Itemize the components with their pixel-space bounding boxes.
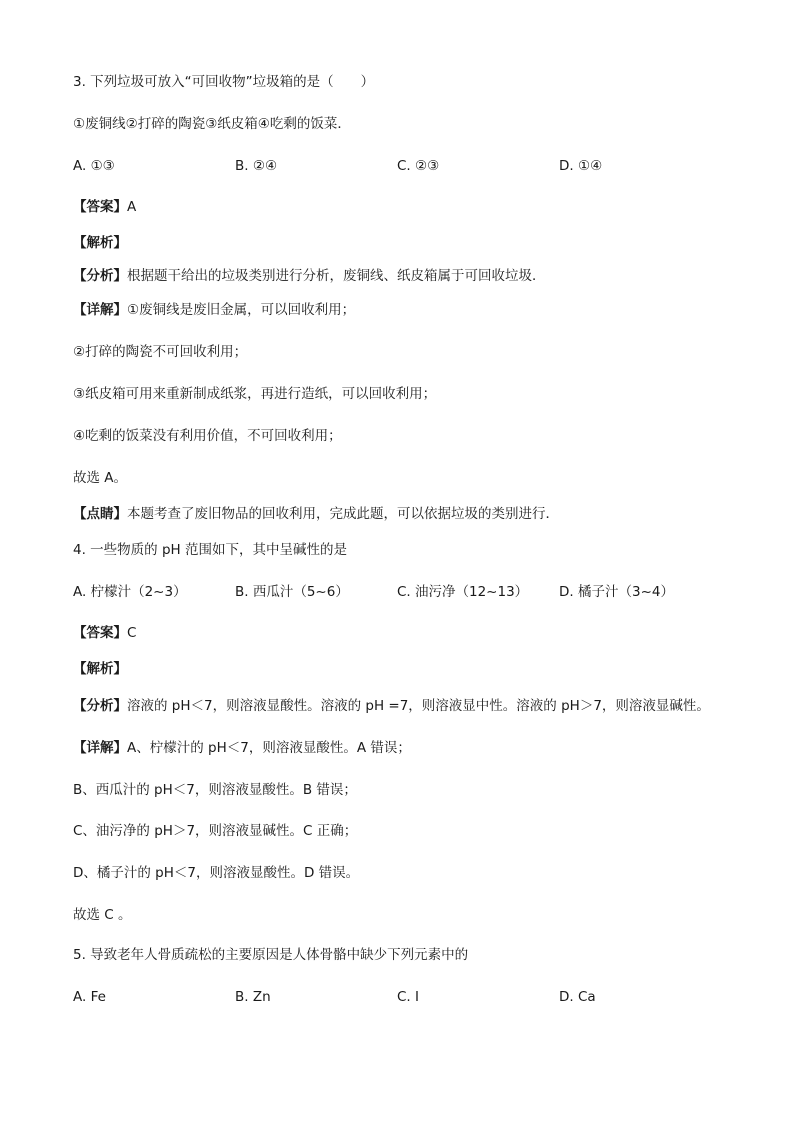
q4-fenxi (73, 696, 710, 716)
dianjing-tag: 【点睛】 (73, 506, 127, 522)
q4-xiangjie (73, 738, 411, 758)
q3-detail-2: ②打碎的陶瓷不可回收利用； (73, 344, 248, 360)
q4-detail-3: C、油污净的 pH＞7，则溶液显碱性。C 正确； (73, 823, 358, 839)
q3-option-b: B. ②④ (235, 158, 278, 174)
q4-option-b: B. 西瓜汁（5~6） (235, 584, 349, 600)
q4-option-d: D. 橘子汁（3~4） (559, 584, 674, 600)
q3-answer (73, 197, 136, 217)
fenxi-tag: 【分析】 (73, 268, 127, 284)
xiangjie-tag: 【详解】 (73, 302, 127, 318)
xiangjie-tag: 【详解】 (73, 740, 127, 756)
q5-option-d: D. Ca (559, 989, 596, 1005)
q5-stem: 5. 导致老年人骨质疏松的主要原因是人体骨骼中缺少下列元素中的 (73, 947, 469, 963)
q5-option-c: C. I (397, 989, 419, 1005)
answer-value: C (127, 625, 137, 641)
q4-conclusion: 故选 C 。 (73, 907, 132, 923)
q5-option-b: B. Zn (235, 989, 271, 1005)
answer-tag: 【答案】 (73, 625, 127, 641)
q3-fenxi (73, 266, 546, 286)
q3-option-a: A. ①③ (73, 158, 115, 174)
fenxi-tag: 【分析】 (73, 698, 127, 714)
q3-analysis-tag: 【解析】 (73, 235, 127, 251)
xiangjie-text: A、柠檬汁的 pH＜7，则溶液显酸性。A 错误； (127, 740, 411, 756)
q5-option-a: A. Fe (73, 989, 106, 1005)
q4-option-c: C. 油污净（12~13） (397, 584, 529, 600)
answer-value: A (127, 199, 137, 215)
q3-items: ①废铜线②打碎的陶瓷③纸皮箱④吃剩的饭菜． (73, 116, 351, 132)
q3-xiangjie (73, 300, 355, 320)
q3-dianjing (73, 504, 559, 524)
q3-stem: 3. 下列垃圾可放入“可回收物”垃圾箱的是（ ） (73, 74, 375, 90)
q4-stem: 4. 一些物质的 pH 范围如下，其中呈碱性的是 (73, 542, 347, 558)
q4-answer (73, 623, 136, 643)
q3-option-c: C. ②③ (397, 158, 440, 174)
fenxi-text: 溶液的 pH＜7，则溶液显酸性。溶液的 pH =7，则溶液显中性。溶液的 pH＞7，则溶液显碱性。 (127, 698, 710, 714)
q3-conclusion: 故选 A。 (73, 470, 128, 486)
q4-detail-4: D、橘子汁的 pH＜7，则溶液显酸性。D 错误。 (73, 865, 360, 881)
q3-detail-3: ③纸皮箱可用来重新制成纸浆，再进行造纸，可以回收利用； (73, 386, 437, 402)
q4-option-a: A. 柠檬汁（2~3） (73, 584, 187, 600)
xiangjie-text: ①废铜线是废旧金属，可以回收利用； (127, 302, 356, 318)
q3-option-d: D. ①④ (559, 158, 603, 174)
q3-detail-4: ④吃剩的饭菜没有利用价值，不可回收利用； (73, 428, 342, 444)
answer-tag: 【答案】 (73, 199, 127, 215)
dianjing-text: 本题考查了废旧物品的回收利用，完成此题，可以依据垃圾的类别进行． (127, 506, 559, 522)
fenxi-text: 根据题干给出的垃圾类别进行分析，废铜线、纸皮箱属于可回收垃圾． (127, 268, 546, 284)
q4-analysis-tag: 【解析】 (73, 661, 127, 677)
q4-detail-2: B、西瓜汁的 pH＜7，则溶液显酸性。B 错误； (73, 782, 357, 798)
